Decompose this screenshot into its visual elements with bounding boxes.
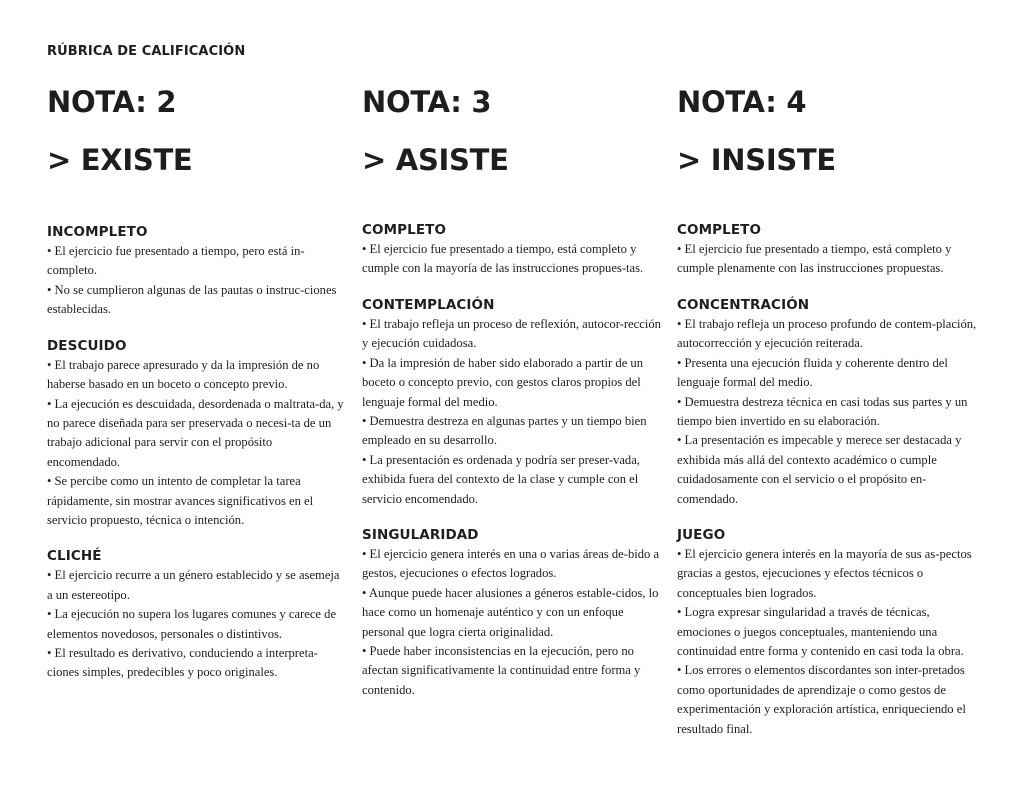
rubric-column-grade-4 (677, 84, 982, 739)
criterion-item: • El ejercicio fue presentado a tiempo, pero está in-completo. (47, 244, 305, 278)
level-heading: > INSISTE (677, 143, 836, 177)
criterion-title: INCOMPLETO (47, 224, 148, 241)
criterion-item: • El trabajo refleja un proceso profundo de contem-plación, autocorrección y ejecución reiterada. (677, 316, 977, 351)
criterion-title: SINGULARIDAD (362, 526, 479, 543)
criterion-item: • Aunque puede hacer alusiones a géneros estable-cidos, lo hace como un homenaje auténtico y con un enfoque personal que logra cierta originalidad. (362, 585, 659, 639)
criterion-section (362, 527, 662, 700)
criterion-item: • Presenta una ejecución fluida y coherente dentro del lenguaje formal del medio. (677, 355, 948, 390)
criterion-item: • El ejercicio recurre a un género establecido y se asemeja a un estereotipo. (47, 568, 340, 602)
rubric-column-grade-3 (362, 84, 662, 700)
criterion-item: • El ejercicio genera interés en una o varias áreas de-bido a gestos, ejecuciones o efectos logrados. (362, 546, 660, 581)
criterion-item: • Los errores o elementos discordantes son inter-pretados como oportunidades de aprendizaje o como gestos de experimentación y exploración artística, enriqueciendo el resultado final. (677, 663, 966, 736)
criterion-item: • La ejecución no supera los lugares comunes y carece de elementos novedosos, personales o distintivos. (47, 607, 337, 641)
criterion-item: • El resultado es derivativo, conduciendo a interpreta-ciones simples, predecibles y poco originales. (47, 645, 318, 680)
criterion-section (362, 297, 662, 509)
criterion-item: • Demuestra destreza técnica en casi todas sus partes y un tiempo bien invertido en su elaboración. (677, 394, 968, 428)
criterion-section (47, 338, 347, 531)
criterion-section (362, 222, 662, 279)
criterion-section (677, 222, 982, 279)
grade-heading: NOTA: 4 (677, 85, 807, 119)
grade-heading: NOTA: 2 (47, 85, 177, 119)
criterion-item: • Da la impresión de haber sido elaborado a partir de un boceto o concepto previo, con gestos claros propios del lenguaje formal del medio. (362, 355, 644, 409)
criterion-item: • La presentación es ordenada y podría ser preser-vada, exhibida fuera del contexto de la clase y cumple con el servicio encomendado. (362, 452, 640, 506)
rubric-column-grade-2 (47, 84, 347, 683)
criterion-item: • El trabajo refleja un proceso de reflexión, autocor-rección y ejecución cuidadosa. (362, 316, 661, 351)
document-title: RÚBRICA DE CALIFICACIÓN (47, 44, 246, 59)
criterion-title: COMPLETO (362, 222, 447, 239)
criterion-title: CONTEMPLACIÓN (362, 296, 495, 313)
criterion-item: • Logra expresar singularidad a través de técnicas, emociones o juegos conceptuales, manteniendo una continuidad entre forma y contenido en casi toda la obra. (677, 605, 964, 658)
criterion-title: CLICHÉ (47, 548, 102, 565)
criterion-item: • No se cumplieron algunas de las pautas o instruc-ciones establecidas. (47, 282, 337, 317)
criterion-title: JUEGO (677, 526, 726, 543)
criterion-item: • La presentación es impecable y merece ser destacada y exhibida más allá del contexto académico o cumple cuidadosamente con el servicio o el propósito en-comendado. (677, 433, 962, 506)
level-heading: > EXISTE (47, 143, 193, 177)
criterion-title: COMPLETO (677, 222, 762, 239)
criterion-title: CONCENTRACIÓN (677, 296, 810, 313)
criterion-section (47, 224, 347, 320)
criterion-item: • El ejercicio fue presentado a tiempo, está completo y cumple plenamente con las instrucciones propuestas. (677, 242, 952, 276)
level-heading: > ASISTE (362, 143, 509, 177)
criterion-item: • El ejercicio genera interés en la mayoría de sus as-pectos gracias a gestos, ejecuciones y efectos técnicos o conceptuales bien logrados. (677, 546, 972, 600)
criterion-item: • La ejecución es descuidada, desordenada o maltrata-da, y no parece diseñada para ser preservada o necesi-ta de un trabajo adicional para servir con el propósito encomendado. (47, 396, 344, 469)
grade-heading: NOTA: 3 (362, 85, 492, 119)
criterion-section (47, 548, 347, 682)
criterion-item: • Demuestra destreza en algunas partes y un tiempo bien empleado en su desarrollo. (362, 413, 647, 448)
criterion-title: DESCUIDO (47, 337, 127, 354)
criterion-item: • El ejercicio fue presentado a tiempo, está completo y cumple con la mayoría de las instrucciones propues-tas. (362, 242, 644, 276)
criterion-item: • El trabajo parece apresurado y da la impresión de no haberse basado en un boceto o concepto previo. (47, 357, 320, 392)
criterion-section (677, 527, 982, 739)
criterion-item: • Puede haber inconsistencias en la ejecución, pero no afectan significativamente la continuidad entre forma y contenido. (362, 643, 641, 697)
criterion-section (677, 297, 982, 509)
criterion-item: • Se percibe como un intento de completar la tarea rápidamente, sin mostrar avances significativos en el servicio propuesto, técnica o intención. (47, 474, 314, 527)
